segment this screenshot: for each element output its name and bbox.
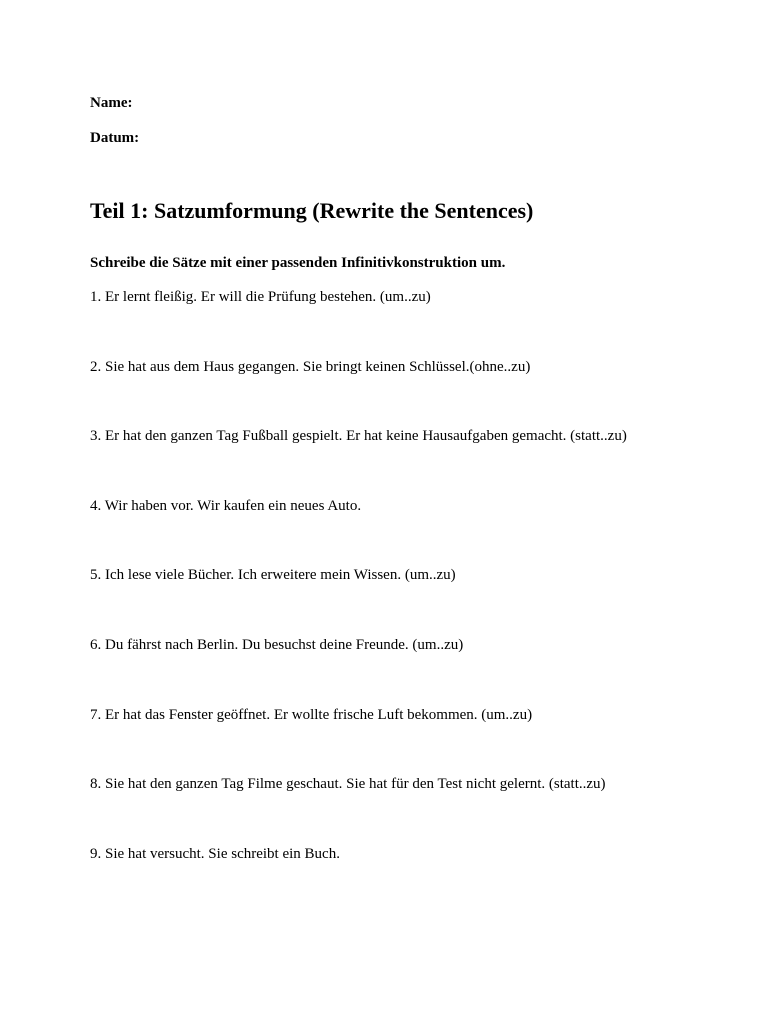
- exercise-4: 4. Wir haben vor. Wir kaufen ein neues Auto.: [90, 497, 362, 514]
- exercise-5: 5. Ich lese viele Bücher. Ich erweitere mein Wissen. (um..zu): [90, 567, 456, 584]
- section-title: Teil 1: Satzumformung (Rewrite the Sentences): [90, 198, 534, 223]
- exercise-list: [90, 288, 627, 914]
- exercise-3: 3. Er hat den ganzen Tag Fußball gespielt. Er hat keine Hausaufgaben gemacht. (statt..zu): [90, 428, 627, 445]
- exercise-8: 8. Sie hat den ganzen Tag Filme geschaut. Sie hat für den Test nicht gelernt. (statt..zu): [90, 776, 606, 793]
- exercise-9: 9. Sie hat versucht. Sie schreibt ein Buch.: [90, 845, 340, 862]
- instruction-text: Schreibe die Sätze mit einer passenden Infinitivkonstruktion um.: [90, 255, 506, 271]
- exercise-2: 2. Sie hat aus dem Haus gegangen. Sie bringt keinen Schlüssel.(ohne..zu): [90, 358, 531, 375]
- exercise-6: 6. Du fährst nach Berlin. Du besuchst deine Freunde. (um..zu): [90, 636, 464, 653]
- date-label: Datum:: [90, 130, 140, 146]
- exercise-1: 1. Er lernt fleißig. Er will die Prüfung bestehen. (um..zu): [90, 289, 431, 305]
- name-label: Name:: [90, 95, 133, 111]
- exercise-7: 7. Er hat das Fenster geöffnet. Er wollte frische Luft bekommen. (um..zu): [90, 706, 533, 723]
